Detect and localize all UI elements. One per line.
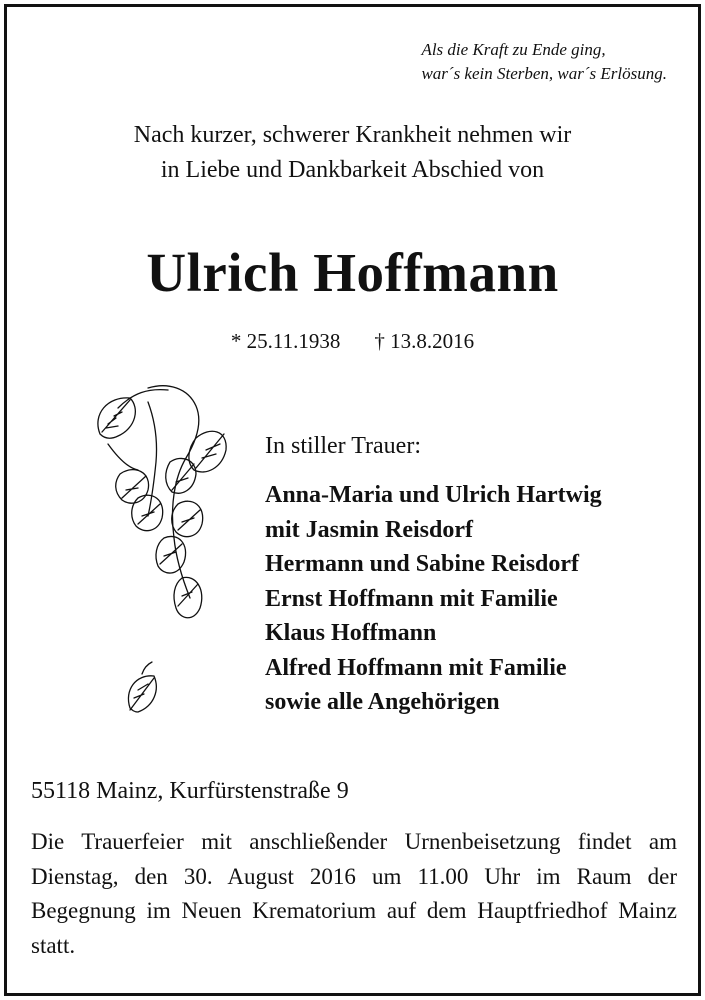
mourner-item: sowie alle Angehörigen (265, 689, 500, 715)
mourner-item: mit Jasmin Reisdorf (265, 516, 473, 543)
birch-branch-icon (78, 378, 238, 728)
mourner-item: Alfred Hoffmann mit Familie (265, 654, 567, 681)
mourner-item: Ernst Hoffmann mit Familie (265, 585, 558, 612)
mourner-item: Anna-Maria und Ulrich Hartwig (265, 482, 602, 508)
mourners-list (265, 478, 602, 720)
epigraph (421, 38, 667, 86)
family-address: 55118 Mainz, Kurfürstenstraße 9 (31, 778, 349, 804)
mourner-item: Klaus Hoffmann (265, 620, 437, 646)
intro-line-1: Nach kurzer, schwerer Krankheit nehmen wir (133, 122, 572, 148)
mourning-label: In stiller Trauer: (265, 433, 421, 459)
life-dates (0, 326, 705, 356)
deceased-name: Ulrich Hoffmann (146, 242, 559, 303)
epigraph-line-2: war´s kein Sterben, war´s Erlösung. (421, 64, 667, 83)
intro-text (0, 118, 705, 188)
birth-date: * 25.11.1938 (230, 329, 341, 353)
death-date: † 13.8.2016 (374, 329, 475, 353)
intro-line-2: in Liebe und Dankbarkeit Abschied von (160, 157, 545, 183)
ceremony-details: Die Trauerfeier mit anschließender Urnenbeisetzung findet am Dienstag, den 30. August 2016 um 11.00 Uhr im Raum der Begegnung im Neuen Krematorium auf dem Hauptfriedhof Mainz statt. (31, 829, 677, 958)
mourner-item: Hermann und Sabine Reisdorf (265, 551, 580, 577)
epigraph-line-1: Als die Kraft zu Ende ging, (421, 40, 606, 59)
